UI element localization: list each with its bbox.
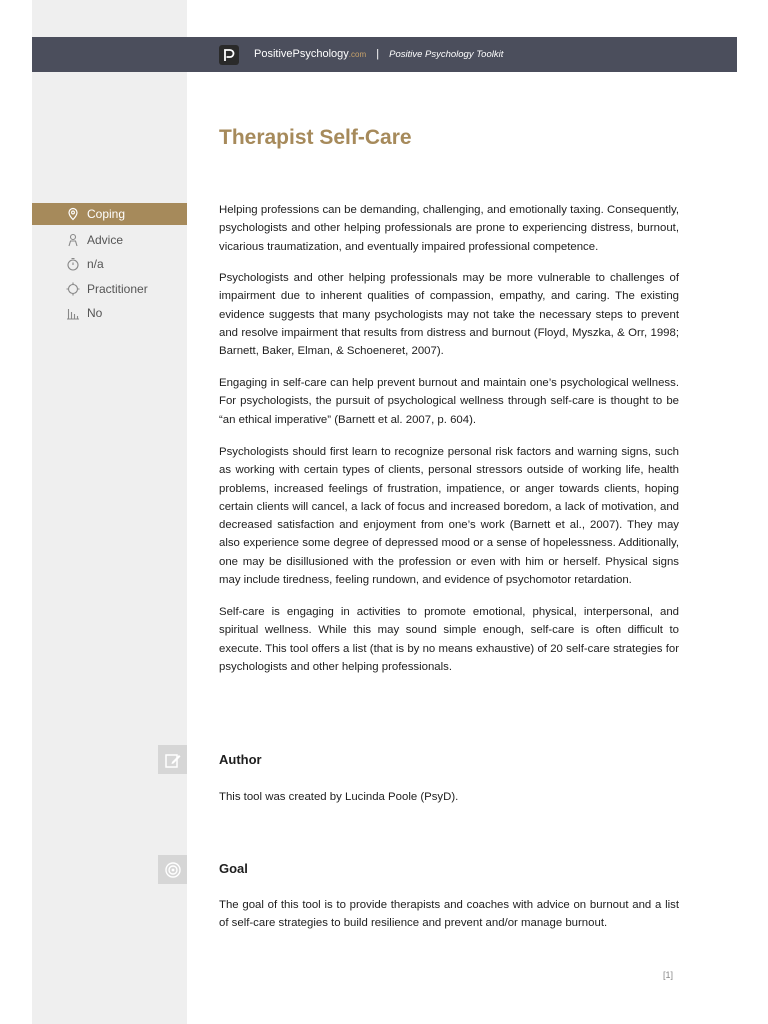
author-heading: Author [219,752,262,767]
meta-audience-label: Practitioner [87,282,148,296]
goal-text: The goal of this tool is to provide therapists and coaches with advice on burnout and a list of self-care strategies to build resilience and prevent and/or manage burnout. [219,899,679,930]
meta-duration [32,253,187,275]
goal-heading: Goal [219,861,248,876]
toolkit-name: Positive Psychology Toolkit [389,49,504,60]
meta-scale [32,302,187,324]
brand-tld: .com [348,50,367,59]
meta-duration-label: n/a [87,257,104,271]
meta-type-label: Advice [87,233,124,247]
meta-category-label: Coping [87,207,126,221]
bar-chart-icon [66,306,80,320]
brand-separator: | [376,48,380,60]
intro-paragraph-3: Engaging in self-care can help prevent burnout and maintain one’s psychological wellness. For psychologists, the pursuit of psychological wellness through self-care is thought to be “an ethical imperative” (Barnett et al. 2007, p. 604). [219,377,679,426]
header-bar [32,37,737,72]
stopwatch-icon [66,257,80,271]
intro-paragraph-5: Self-care is engaging in activities to promote emotional, physical, interpersonal, and spiritual wellness. While this may sound simple enough, self-care is often difficult to execute. This tool offers a list (that is by no means exhaustive) of 20 self-care strategies for psychologists and other helping professionals. [219,606,679,673]
intro-paragraph-4: Psychologists should first learn to recognize personal risk factors and warning signs, such as working with certain types of clients, personal stressors outside of working life, health problems, increased feelings of frustration, impatience, or anger towards clients, hoping certain clients will cancel, a lack of focus and increased boredom, a lack of motivation, and decreased satisfaction and enjoyment from one’s work (Barnett et al., 2007). They may also experience some degree of depressed mood or a sense of hopelessness. Additionally, one may be disillusioned with the profession or even with him or herself. Physical signs may include tiredness, feeling rundown, and evidence of psychomotor retardation. [219,446,679,587]
intro-paragraph-2: Psychologists and other helping professionals may be more vulnerable to challenges of impairment due to inherent qualities of compassion, empathy, and caring. The existing evidence suggests that many psychologists may not take the necessary steps to prevent and resolve impairment that results from distress and burnout (Floyd, Myszka, & Orr, 1998; Barnett, Baker, Elman, & Schoeneret, 2007). [219,272,679,358]
crosshair-icon [66,282,80,296]
target-icon [158,855,187,884]
location-pin-icon [66,207,80,221]
author-text: This tool was created by Lucinda Poole (PsyD). [219,791,459,803]
page-number: [1] [663,970,674,980]
meta-category [32,203,187,225]
logo-icon [219,45,239,65]
brand-name: PositivePsychology [254,48,349,60]
person-icon [66,233,80,247]
edit-icon [158,745,187,774]
meta-scale-label: No [87,306,103,320]
meta-audience [32,278,187,300]
meta-type [32,229,187,251]
page-title: Therapist Self-Care [219,126,412,149]
intro-paragraph-1: Helping professions can be demanding, challenging, and emotionally taxing. Consequently, psychologists and other helping professionals are prone to experiencing distress, burnout, vicarious traumatization, and eventually impaired professional competence. [219,204,679,253]
brand-line [254,37,503,72]
